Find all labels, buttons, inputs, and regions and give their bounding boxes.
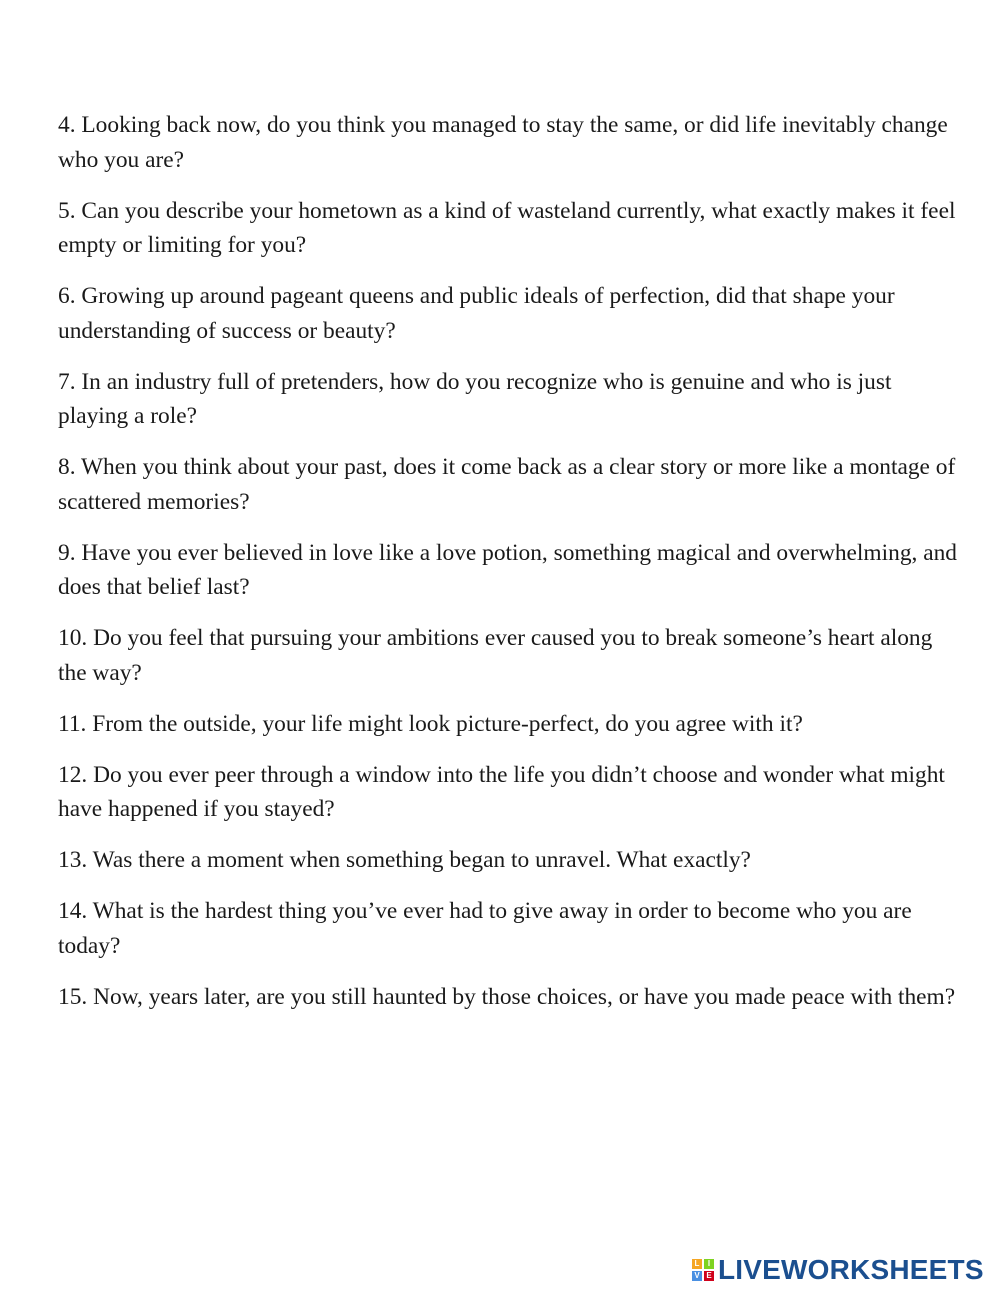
question-7: 7. In an industry full of pretenders, how do you recognize who is genuine and who is just playing a role? bbox=[58, 368, 892, 429]
question-10: 10. Do you feel that pursuing your ambitions ever caused you to break someone’s heart along the way? bbox=[58, 625, 933, 686]
question-14: 14. What is the hardest thing you’ve ever had to give away in order to become who you are today? bbox=[58, 898, 912, 959]
question-4: 4. Looking back now, do you think you managed to stay the same, or did life inevitably change who you are? bbox=[58, 112, 948, 173]
question-list bbox=[58, 108, 958, 1031]
logo-mark-tile: E bbox=[704, 1271, 714, 1281]
question-13: 13. Was there a moment when something began to unravel. What exactly? bbox=[58, 847, 751, 873]
question-6: 6. Growing up around pageant queens and public ideals of perfection, did that shape your understanding of success or beauty? bbox=[58, 283, 895, 344]
liveworksheets-logo bbox=[692, 1254, 984, 1286]
logo-mark-tile: I bbox=[704, 1259, 714, 1269]
question-11: 11. From the outside, your life might look picture-perfect, do you agree with it? bbox=[58, 710, 803, 737]
logo-mark-tile: V bbox=[692, 1271, 702, 1281]
logo-mark-icon bbox=[692, 1259, 714, 1281]
question-9: 9. Have you ever believed in love like a love potion, something magical and overwhelming, and does that belief last? bbox=[58, 539, 957, 600]
logo-mark-tile: L bbox=[692, 1259, 702, 1269]
question-8: 8. When you think about your past, does it come back as a clear story or more like a montage of scattered memories? bbox=[58, 454, 956, 515]
logo-text: LIVEWORKSHEETS bbox=[718, 1254, 984, 1285]
question-5: 5. Can you describe your hometown as a kind of wasteland currently, what exactly makes it feel empty or limiting for you? bbox=[58, 197, 956, 258]
question-15: 15. Now, years later, are you still haunted by those choices, or have you made peace with them? bbox=[58, 983, 956, 1010]
question-12: 12. Do you ever peer through a window into the life you didn’t choose and wonder what might have happened if you stayed? bbox=[58, 761, 945, 822]
